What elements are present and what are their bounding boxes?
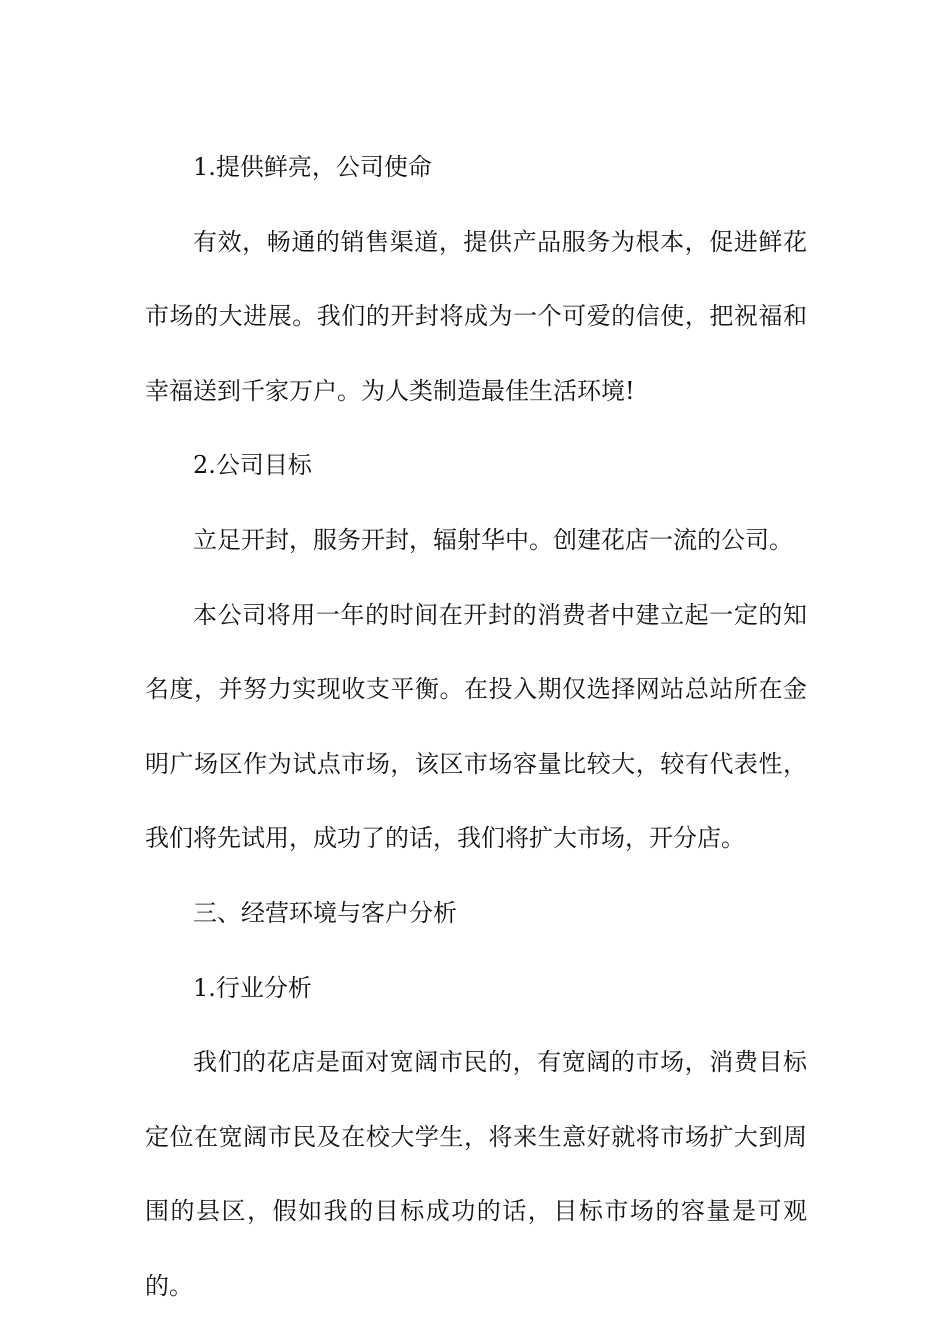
goal-heading: 2.公司目标 [193,451,312,480]
industry-heading: 1.行业分析 [193,973,312,1002]
mission-heading: 1.提供鲜亮，公司使命 [193,153,432,181]
mission-paragraph: 有效，畅通的销售渠道，提供产品服务为根本，促进鲜花市场的大进展。我们的开封将成为一个可爱的信使，把祝福和幸福送到千家万户。为人类制造最佳生活环境! [145,227,807,405]
goal-paragraph-1: 立足开封，服务开封，辐射华中。创建花店一流的公司。 [193,525,793,554]
goal-paragraph-2: 本公司将用一年的时间在开封的消费者中建立起一定的知名度，并努力实现收支平衡。在投入期仅选择网站总站所在金明广场区作为试点市场，该区市场容量比较大，较有代表性，我们将先试用，成功了的话，我们将扩大市场，开分店。 [145,600,807,853]
industry-paragraph: 我们的花店是面对宽阔市民的，有宽阔的市场，消费目标定位在宽阔市民及在校大学生，将来生意好就将市场扩大到周围的县区，假如我的目标成功的话，目标市场的容量是可观的。 [145,1048,807,1300]
section-three-heading: 三、经营环境与客户分析 [193,898,457,927]
document-body [145,130,807,1324]
